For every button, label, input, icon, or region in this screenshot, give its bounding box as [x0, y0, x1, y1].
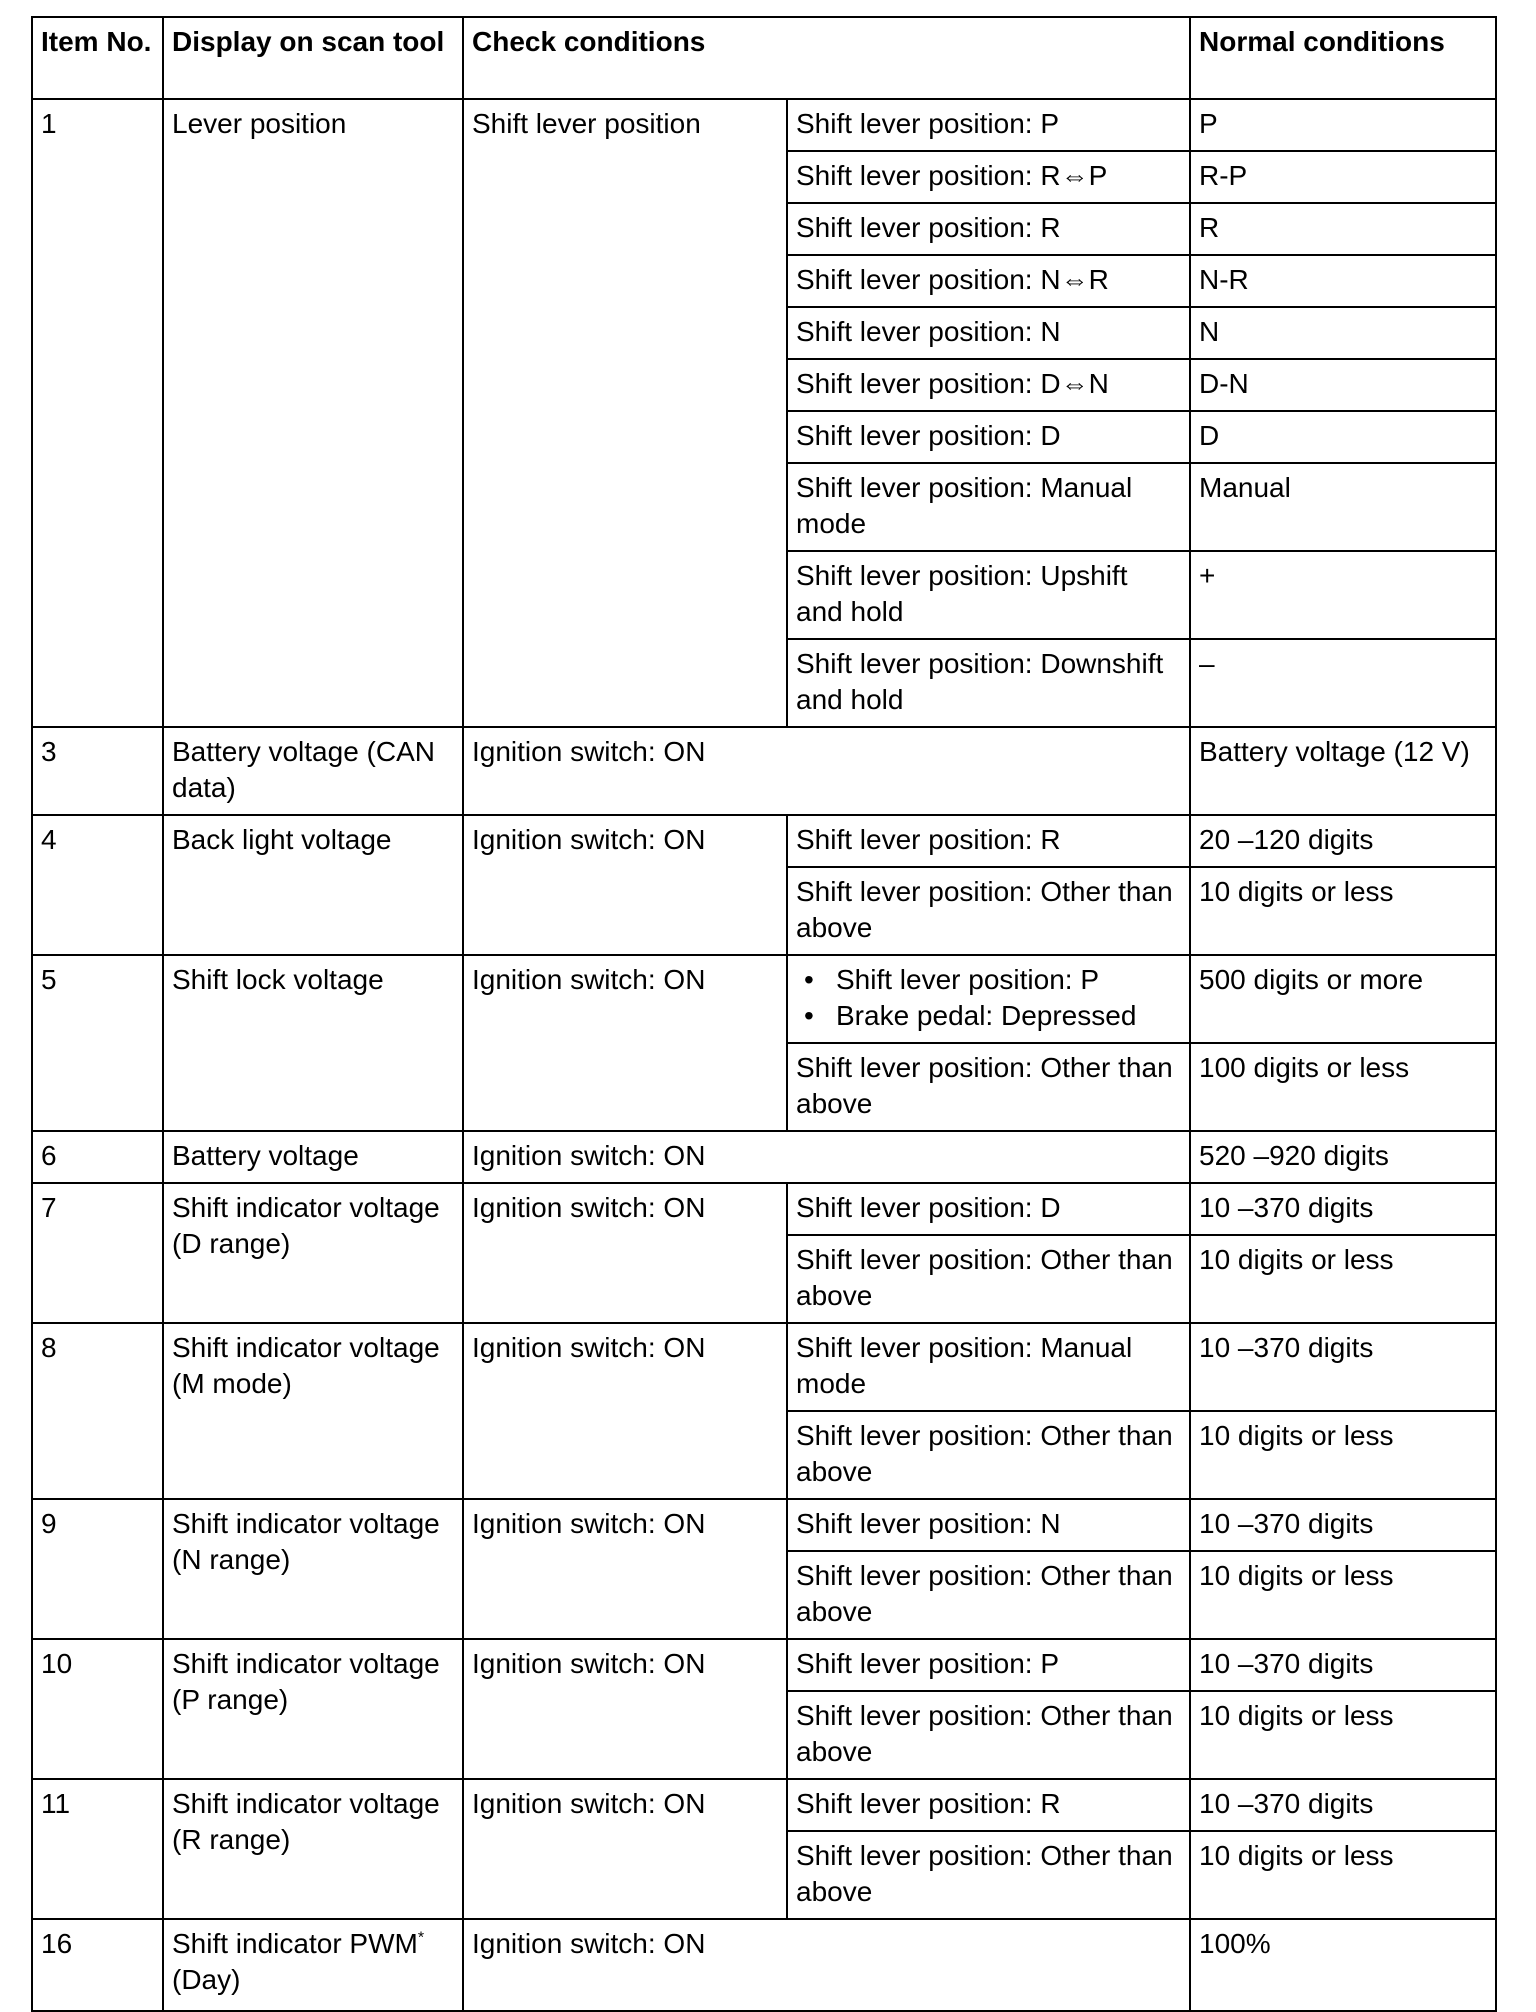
footnote-marker: *	[417, 1929, 425, 1947]
normal-condition: 100%	[1190, 1919, 1496, 2011]
normal-condition: 10 –370 digits	[1190, 1323, 1496, 1411]
display-name: Battery voltage (CAN data)	[163, 727, 463, 815]
sub-condition: Shift lever position: P	[787, 1639, 1190, 1691]
sub-condition: Shift lever position: Upshift and hold	[787, 551, 1190, 639]
scan-tool-spec-table	[31, 16, 1497, 2012]
normal-condition: R	[1190, 203, 1496, 255]
item-number: 3	[32, 727, 163, 815]
item-number: 16	[32, 1919, 163, 2011]
normal-condition: 10 digits or less	[1190, 1551, 1496, 1639]
normal-condition: 10 –370 digits	[1190, 1499, 1496, 1551]
normal-condition: 500 digits or more	[1190, 955, 1496, 1043]
normal-condition: D	[1190, 411, 1496, 463]
item-number: 1	[32, 99, 163, 727]
check-condition: Ignition switch: ON	[463, 1499, 787, 1639]
check-condition: Ignition switch: ON	[463, 1639, 787, 1779]
display-name: Shift indicator voltage (R range)	[163, 1779, 463, 1919]
display-name: Back light voltage	[163, 815, 463, 955]
display-name: Lever position	[163, 99, 463, 727]
normal-condition: 10 digits or less	[1190, 1691, 1496, 1779]
item-number: 8	[32, 1323, 163, 1499]
normal-condition: 20 –120 digits	[1190, 815, 1496, 867]
sub-condition: Shift lever position: D⇔N	[787, 359, 1190, 411]
table-row	[32, 99, 1496, 151]
header-display: Display on scan tool	[163, 17, 463, 99]
sub-condition: Shift lever position: Downshift and hold	[787, 639, 1190, 727]
sub-condition: Shift lever position: R	[787, 203, 1190, 255]
normal-condition: 10 digits or less	[1190, 867, 1496, 955]
item-number: 6	[32, 1131, 163, 1183]
bullet-item: • Shift lever position: P	[796, 962, 1181, 998]
sub-condition: Shift lever position: D	[787, 411, 1190, 463]
header-row	[32, 17, 1496, 99]
display-name: Battery voltage	[163, 1131, 463, 1183]
table-row	[32, 955, 1496, 1043]
sub-condition: Shift lever position: Other than above	[787, 867, 1190, 955]
normal-condition: –	[1190, 639, 1496, 727]
normal-condition: +	[1190, 551, 1496, 639]
check-condition: Ignition switch: ON	[463, 1919, 1190, 2011]
check-condition: Shift lever position	[463, 99, 787, 727]
normal-condition: R-P	[1190, 151, 1496, 203]
sub-condition: Shift lever position: Manual mode	[787, 1323, 1190, 1411]
normal-condition: 100 digits or less	[1190, 1043, 1496, 1131]
table-row	[32, 1131, 1496, 1183]
table-row	[32, 815, 1496, 867]
table-row	[32, 1639, 1496, 1691]
normal-condition: 10 digits or less	[1190, 1235, 1496, 1323]
normal-condition: Battery voltage (12 V)	[1190, 727, 1496, 815]
sub-condition: Shift lever position: N	[787, 307, 1190, 359]
display-name-main: Shift indicator PWM	[172, 1928, 418, 1959]
display-name: Shift indicator voltage (M mode)	[163, 1323, 463, 1499]
normal-condition: 520 –920 digits	[1190, 1131, 1496, 1183]
item-number: 7	[32, 1183, 163, 1323]
display-name: Shift lock voltage	[163, 955, 463, 1131]
header-item-no: Item No.	[32, 17, 163, 99]
check-condition: Ignition switch: ON	[463, 1183, 787, 1323]
check-condition: Ignition switch: ON	[463, 727, 1190, 815]
table-row	[32, 1779, 1496, 1831]
table-row	[32, 1499, 1496, 1551]
item-number: 10	[32, 1639, 163, 1779]
table-row	[32, 1323, 1496, 1411]
sub-condition: Shift lever position: Other than above	[787, 1551, 1190, 1639]
check-condition: Ignition switch: ON	[463, 1323, 787, 1499]
item-number: 4	[32, 815, 163, 955]
sub-condition: Shift lever position: D	[787, 1183, 1190, 1235]
table-row	[32, 727, 1496, 815]
sub-condition: Shift lever position: Other than above	[787, 1831, 1190, 1919]
check-condition: Ignition switch: ON	[463, 1131, 1190, 1183]
table-row	[32, 1919, 1496, 2011]
sub-condition: Shift lever position: Other than above	[787, 1411, 1190, 1499]
normal-condition: 10 digits or less	[1190, 1831, 1496, 1919]
header-normal-conditions: Normal conditions	[1190, 17, 1496, 99]
table-row	[32, 1183, 1496, 1235]
item-number: 5	[32, 955, 163, 1131]
check-condition: Ignition switch: ON	[463, 815, 787, 955]
check-condition: Ignition switch: ON	[463, 1779, 787, 1919]
display-name-suffix: (Day)	[172, 1964, 241, 1995]
item-number: 9	[32, 1499, 163, 1639]
normal-condition: N	[1190, 307, 1496, 359]
sub-condition: Shift lever position: R⇔P	[787, 151, 1190, 203]
normal-condition: 10 –370 digits	[1190, 1183, 1496, 1235]
display-name: Shift indicator voltage (N range)	[163, 1499, 463, 1639]
normal-condition: D-N	[1190, 359, 1496, 411]
sub-condition: Shift lever position: Other than above	[787, 1235, 1190, 1323]
bullet-item: • Brake pedal: Depressed	[796, 998, 1181, 1034]
sub-condition: Shift lever position: P	[787, 99, 1190, 151]
sub-condition: Shift lever position: R	[787, 1779, 1190, 1831]
normal-condition: 10 –370 digits	[1190, 1639, 1496, 1691]
sub-condition: Shift lever position: Other than above	[787, 1691, 1190, 1779]
display-name	[163, 1919, 463, 2011]
bullet-list	[796, 962, 1181, 1034]
sub-condition: Shift lever position: R	[787, 815, 1190, 867]
display-name: Shift indicator voltage (D range)	[163, 1183, 463, 1323]
item-number: 11	[32, 1779, 163, 1919]
sub-condition: Shift lever position: Other than above	[787, 1043, 1190, 1131]
normal-condition: N-R	[1190, 255, 1496, 307]
sub-condition: Shift lever position: N⇔R	[787, 255, 1190, 307]
normal-condition: P	[1190, 99, 1496, 151]
normal-condition: 10 digits or less	[1190, 1411, 1496, 1499]
sub-condition-bullets	[787, 955, 1190, 1043]
normal-condition: 10 –370 digits	[1190, 1779, 1496, 1831]
sub-condition: Shift lever position: N	[787, 1499, 1190, 1551]
sub-condition: Shift lever position: Manual mode	[787, 463, 1190, 551]
display-name: Shift indicator voltage (P range)	[163, 1639, 463, 1779]
header-check-conditions: Check conditions	[463, 17, 1190, 99]
normal-condition: Manual	[1190, 463, 1496, 551]
check-condition: Ignition switch: ON	[463, 955, 787, 1131]
